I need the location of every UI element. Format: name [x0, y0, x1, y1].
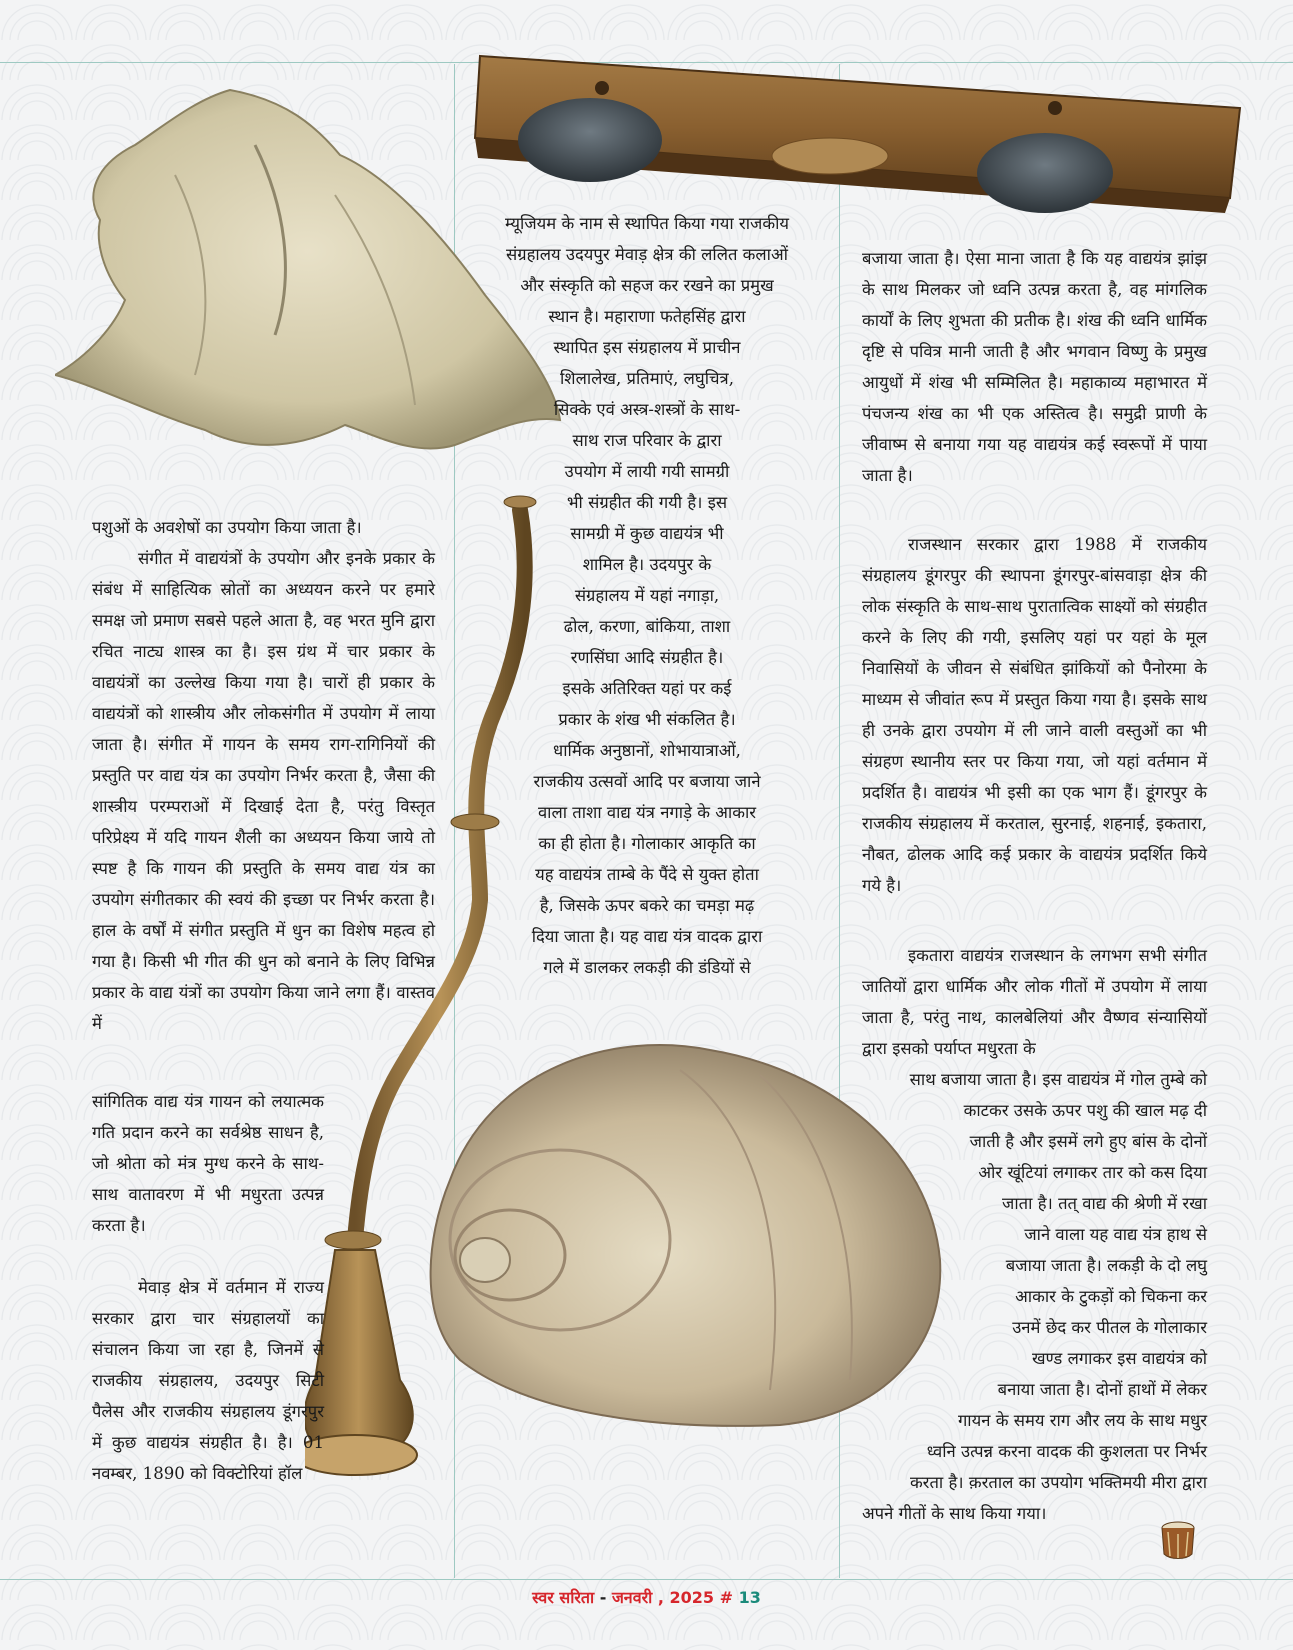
mid-line: संग्रहालय में यहां नगाड़ा, [574, 586, 720, 605]
mid-line: संग्रहालय उदयपुर मेवाड़ क्षेत्र की ललित कलाओं [506, 245, 788, 264]
right-para-2: राजस्थान सरकार द्वारा 1988 में राजकीय संग्रहालय डूंगरपुर की स्थापना डूंगरपुर-बांसवाड़ा क्षेत्र की लोक संस्कृति के साथ-साथ पुरातात्विक साक्ष्यों को संग्रहीत करने के लिए की गयी, इसलिए यहां पर यहां के मूल निवासियों के जीवन से संबंधित झांकियों को पैनोरमा के माध्यम से जीवांत रूप में प्रस्तुत किया गया है। इसके साथ ही उनके द्वारा उपयोग में ली जाने वाली वस्तुओं का भी संग्रहण स्थानीय स्तर पर किया गया, जो यहां वर्तमान में प्रदर्शित है। वाद्ययंत्र भी इसी का एक भाग हैं। डूंगरपुर के राजकीय संग्रहालय में करताल, सुरनाई, शहनाई, इकतारा, नौबत, ढोलक आदि कई प्रकार के वाद्ययंत्र प्रदर्शित किये गये है। [862, 535, 1207, 895]
right-line: जाने वाला यह वाद्य यंत्र हाथ से [1024, 1225, 1207, 1244]
mid-line: उपयोग में लायी गयी सामग्री [564, 462, 730, 481]
mid-line: धार्मिक अनुष्ठानों, शोभायात्राओं, [553, 741, 741, 760]
mid-line: और संस्कृति को सहज कर रखने का प्रमुख [520, 276, 774, 295]
right-line: आकार के टुकड़ों को चिकना कर [1015, 1287, 1207, 1306]
mid-line: इसके अतिरिक्त यहां पर कई [562, 679, 732, 698]
issue-date: जनवरी , 2025 [611, 1588, 715, 1607]
right-line: उनमें छेद कर पीतल के गोलाकार [1012, 1318, 1207, 1337]
mid-line: भी संग्रहीत की गयी है। इस [566, 493, 728, 512]
mid-line: स्थापित इस संग्रहालय में प्राचीन [553, 338, 741, 357]
mid-line: यह वाद्ययंत्र ताम्बे के पैंदे से युक्त होता [535, 865, 759, 884]
mid-line: सिक्के एवं अस्त्र-शस्त्रों के साथ- [553, 400, 741, 419]
right-line: गायन के समय राग और लय के साथ मधुर [957, 1411, 1207, 1430]
right-line: अपने गीतों के साथ किया गया। [862, 1504, 1047, 1523]
right-line: ध्वनि उत्पन्न करना वादक की कुशलता पर निर्भर [926, 1442, 1207, 1461]
mid-line: सामग्री में कुछ वाद्ययंत्र भी [570, 524, 724, 543]
right-line: खण्ड लगाकर इस वाद्ययंत्र को [1031, 1349, 1207, 1368]
left-para-2-narrow: सांगितिक वाद्य यंत्र गायन को लयात्मक गति प्रदान करने का सर्वश्रेष्ठ साधन है, जो श्रोता को मंत्र मुग्ध करने के साथ-साथ वातावरण में भी मधुरता उत्पन्न करता है। [92, 1092, 324, 1235]
mid-line: वाला ताशा वाद्य यंत्र नगाड़े के आकार [537, 803, 757, 822]
right-line: करता है। क़रताल का उपयोग भक्तिमयी मीरा द्वारा [909, 1473, 1207, 1492]
magazine-name: स्वर सरिता [532, 1588, 595, 1607]
right-line: जाता है। तत् वाद्य की श्रेणी में रखा [1002, 1194, 1207, 1213]
right-line: काटकर उसके ऊपर पशु की खाल मढ़ दी [963, 1101, 1207, 1120]
mid-line: शामिल है। उदयपुर के [582, 555, 712, 574]
right-para-3-wide: इकतारा वाद्ययंत्र राजस्थान के लगभग सभी संगीत जातियों द्वारा धार्मिक और लोक गीतों में उपयोग में लाया जाता है, परंतु नाथ, कालबेलियां और वैष्णव संन्यासियों द्वारा इसको पर्याप्त मधुरता के [862, 946, 1207, 1058]
mid-line: राजकीय उत्सवों आदि पर बजाया जाने [533, 772, 761, 791]
right-line: साथ बजाया जाता है। इस वाद्ययंत्र में गोल तुम्बे को [909, 1070, 1207, 1089]
mid-line: साथ राज परिवार के द्वारा [572, 431, 722, 450]
left-para-3: मेवाड़ क्षेत्र में वर्तमान में राज्य सरकार द्वारा चार संग्रहालयों का संचालन किया जा रहा है, जिनमें से राजकीय संग्रहालय, उदयपुर सिटी पैलेस और राजकीय संग्रहालय डूंगरपुर में कुछ वाद्ययंत्र संग्रहीत है। है। 01 नवम्बर, 1890 को विक्टोरियां हॉल [92, 1278, 324, 1483]
mid-line: का ही होता है। गोलाकार आकृति का [538, 834, 756, 853]
right-para-3-lines [862, 1064, 1207, 1529]
bottom-rule [0, 1579, 1293, 1580]
middle-column [466, 208, 828, 983]
mid-line: शिलालेख, प्रतिमाएं, लघुचित्र, [560, 369, 734, 388]
mid-line: गले में डालकर लकड़ी की डंडियों से [543, 958, 751, 977]
mid-line: स्थान है। महाराणा फतेहसिंह द्वारा [548, 307, 746, 326]
mid-line: ढोल, करणा, बांकिया, ताशा [563, 617, 731, 636]
right-line: बजाया जाता है। लकड़ी के दो लघु [1005, 1256, 1207, 1275]
mid-line: म्यूजियम के नाम से स्थापित किया गया राजकीय [505, 214, 789, 233]
right-line: जाती है और इसमें लगे हुए बांस के दोनों [969, 1132, 1207, 1151]
footer-hash: # [714, 1588, 739, 1607]
page-footer [0, 1586, 1293, 1608]
right-para-1: बजाया जाता है। ऐसा माना जाता है कि यह वाद्ययंत्र झांझ के साथ मिलकर जो ध्वनि उत्पन्न करता है, वह मांगलिक कार्यों के लिए शुभता की प्रतीक है। शंख की ध्वनि धार्मिक दृष्टि से पवित्र मानी जाती है और भगवान विष्णु के प्रमुख आयुधों में शंख भी सम्मिलित है। महाकाव्य महाभारत में पंचजन्य शंख का भी एक अस्तित्व है। समुद्री प्राणी के जीवाष्म से बनाया गया यह वाद्ययंत्र कई स्वरूपों में पाया जाता है। [862, 249, 1207, 485]
right-line: ओर खूंटियां लगाकर तार को कस दिया [978, 1163, 1207, 1182]
mid-line: प्रकार के शंख भी संकलित है। [558, 710, 736, 729]
left-para-2: संगीत में वाद्ययंत्रों के उपयोग और इनके प्रकार के संबंध में साहित्यिक स्रोतों का अध्ययन करने पर हमारे समक्ष जो प्रमाण सबसे पहले आता है, वह भरत मुनि द्वारा रचित नाट्य शास्त्र का है। इस ग्रंथ में चार प्रकार के वाद्ययंत्रों का उल्लेख किया गया है। चारों ही प्रकार के वाद्ययंत्रों को शास्त्रीय और लोकसंगीत में उपयोग में लाया जाता है। संगीत में गायन के समय राग-रागिनियों की प्रस्तुति पर वाद्य यंत्र का उपयोग निर्भर करता है, जैसा की शास्त्रीय परम्पराओं में दिखाई देता है, परंतु विस्तृत परिप्रेक्ष्य में यदि गायन शैली का अध्ययन किया जाये तो स्पष्ट है कि गायन की प्रस्तुति के समय वाद्य यंत्र का उपयोग संगीतकार की स्वयं की इच्छा पर निर्भर करता है। हाल के वर्षों में संगीत प्रस्तुति में धुन का विशेष महत्व हो गया है। किसी भी गीत की धुन को बनाने के लिए विभिन्न प्रकार के वाद्य यंत्रों का उपयोग किया जाने लगा हैं। वास्तव में [92, 549, 435, 1033]
left-para-1: पशुओं के अवशेषों का उपयोग किया जाता है। [92, 518, 362, 537]
page-number: 13 [738, 1588, 761, 1607]
mid-line: दिया जाता है। यह वाद्य यंत्र वादक द्वारा [531, 927, 763, 946]
mid-line: रणसिंघा आदि संग्रहीत है। [570, 648, 724, 667]
footer-dash: - [594, 1588, 612, 1607]
kartal-clapper-image [470, 48, 1250, 230]
right-line: बनाया जाता है। दोनों हाथों में लेकर [997, 1380, 1207, 1399]
mid-line: है, जिसके ऊपर बकरे का चमड़ा मढ़ [539, 896, 755, 915]
